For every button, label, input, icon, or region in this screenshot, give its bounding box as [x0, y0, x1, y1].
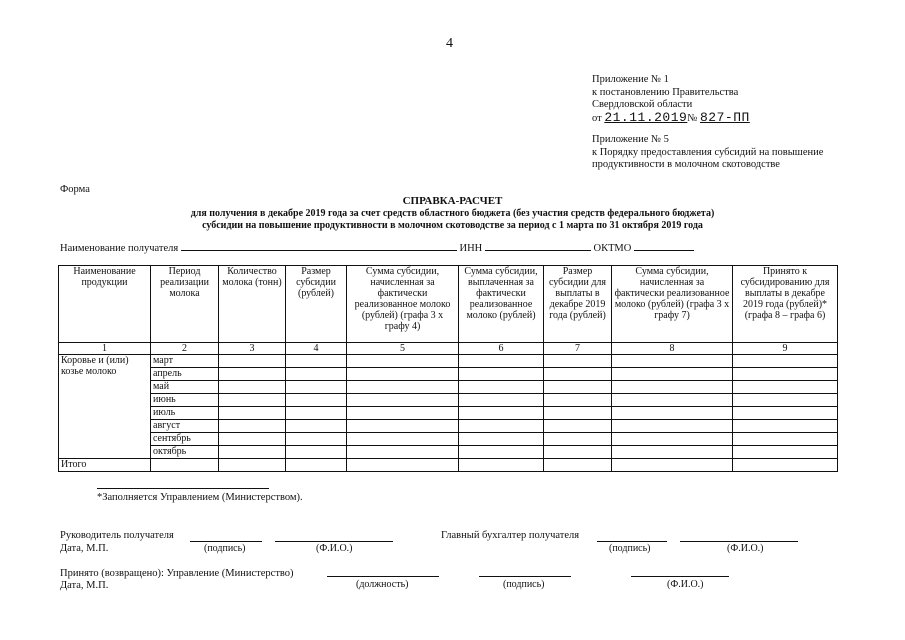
table-cell[interactable]: [459, 368, 544, 381]
column-number: 2: [151, 343, 219, 355]
month-label: март: [151, 355, 219, 368]
header-rate-december: Размер субсидии для выплаты в декабре 2019 года (рублей): [544, 266, 612, 343]
header-product: Наименование продукции: [59, 266, 151, 343]
table-cell[interactable]: [219, 407, 286, 420]
fio-caption-2: (Ф.И.О.): [727, 543, 764, 554]
table-cell[interactable]: [612, 420, 733, 433]
table-cell[interactable]: [347, 433, 459, 446]
oktmo-label: ОКТМО: [593, 243, 632, 254]
total-row: [59, 459, 838, 472]
table-cell[interactable]: [733, 355, 838, 368]
appendix-5-line1: Приложение № 5: [592, 134, 669, 145]
header-period: Период реализации молока: [151, 266, 219, 343]
header-quantity: Количество молока (тонн): [219, 266, 286, 343]
page-number: 4: [446, 36, 453, 51]
table-cell[interactable]: [459, 459, 544, 472]
table-header-row: [59, 266, 838, 343]
table-cell[interactable]: [544, 433, 612, 446]
appendix-1-line2: к постановлению Правительства: [592, 86, 739, 98]
table-cell[interactable]: [612, 459, 733, 472]
appendix-5-line3: продуктивности в молочном скотоводстве: [592, 159, 780, 170]
column-number: 3: [219, 343, 286, 355]
table-cell[interactable]: [733, 394, 838, 407]
head-label: Руководитель получателя: [60, 530, 174, 541]
table-cell[interactable]: [347, 459, 459, 472]
table-cell[interactable]: [544, 420, 612, 433]
table-cell[interactable]: [459, 446, 544, 459]
date-mp-label-2: Дата, М.П.: [60, 580, 109, 591]
month-label: октябрь: [151, 446, 219, 459]
table-cell[interactable]: [733, 459, 838, 472]
table-cell[interactable]: [347, 381, 459, 394]
table-cell[interactable]: [544, 459, 612, 472]
inn-label: ИНН: [459, 243, 483, 254]
table-cell[interactable]: [612, 394, 733, 407]
table-cell[interactable]: [286, 407, 347, 420]
from-label: от: [592, 112, 602, 124]
table-cell[interactable]: [219, 459, 286, 472]
table-row: [59, 381, 838, 394]
table-cell[interactable]: [219, 394, 286, 407]
table-row: [59, 394, 838, 407]
header-accepted: Принято к субсидированию для выплаты в декабре 2019 года (рублей)* (графа 8 – графа 6): [733, 266, 838, 343]
table-cell[interactable]: [286, 446, 347, 459]
table-cell[interactable]: [612, 368, 733, 381]
table-cell[interactable]: [151, 459, 219, 472]
table-cell[interactable]: [733, 368, 838, 381]
decree-date: 21.11.2019: [604, 109, 688, 125]
column-number: 4: [286, 343, 347, 355]
accountant-fio-line[interactable]: [680, 541, 798, 542]
table-cell[interactable]: [612, 381, 733, 394]
calculation-table: [58, 265, 838, 472]
head-fio-line[interactable]: [275, 541, 393, 542]
table-cell[interactable]: [459, 407, 544, 420]
table-cell[interactable]: [219, 420, 286, 433]
table-row: [59, 446, 838, 459]
table-cell[interactable]: [612, 433, 733, 446]
table-cell[interactable]: [219, 433, 286, 446]
fio-caption-3: (Ф.И.О.): [667, 579, 704, 590]
table-row: [59, 420, 838, 433]
table-cell[interactable]: [544, 381, 612, 394]
table-cell[interactable]: [544, 407, 612, 420]
appendix-5-block: [592, 134, 823, 172]
document-subtitle-2: субсидии на повышение продуктивности в молочном скотоводстве за период с 1 марта по 31 октября 2019 года: [202, 220, 703, 231]
column-number: 5: [347, 343, 459, 355]
footnote: *Заполняется Управлением (Министерством).: [97, 492, 303, 503]
month-label: август: [151, 420, 219, 433]
position-line[interactable]: [327, 576, 439, 577]
table-row: [59, 368, 838, 381]
table-cell[interactable]: [733, 433, 838, 446]
table-cell[interactable]: [459, 433, 544, 446]
appendix-1-block: [592, 74, 750, 125]
table-cell[interactable]: [612, 446, 733, 459]
table-cell[interactable]: [544, 355, 612, 368]
table-cell[interactable]: [347, 355, 459, 368]
table-cell[interactable]: [612, 355, 733, 368]
table-cell[interactable]: [733, 420, 838, 433]
product-name: Коровье и (или) козье молоко: [59, 355, 151, 459]
appendix-5-line2: к Порядку предоставления субсидий на повышение: [592, 146, 824, 158]
document-subtitle-1: для получения в декабре 2019 года за счет средств областного бюджета (без участия средств федерального бюджета): [190, 208, 715, 219]
table-row: [59, 433, 838, 446]
accepted-signature-line[interactable]: [479, 576, 571, 577]
form-label: Форма: [60, 184, 90, 195]
table-cell[interactable]: [286, 394, 347, 407]
table-cell[interactable]: [733, 407, 838, 420]
recipient-input[interactable]: [181, 250, 457, 251]
month-label: сентябрь: [151, 433, 219, 446]
number-label: №: [687, 112, 698, 124]
table-cell[interactable]: [347, 446, 459, 459]
signature-caption-2: (подпись): [609, 543, 651, 554]
accountant-signature-line[interactable]: [597, 541, 667, 542]
header-paid: Сумма субсидии, выплаченная за фактически реализованное молоко (рублей): [459, 266, 544, 343]
oktmo-input[interactable]: [634, 250, 694, 251]
date-mp-label: Дата, М.П.: [60, 543, 109, 554]
month-label: июнь: [151, 394, 219, 407]
table-row: [59, 355, 838, 368]
table-cell[interactable]: [286, 459, 347, 472]
table-cell[interactable]: [347, 394, 459, 407]
recipient-label: Наименование получателя: [60, 243, 179, 254]
footnote-rule: [97, 488, 269, 489]
accountant-label: Главный бухгалтер получателя: [441, 530, 580, 541]
fio-caption: (Ф.И.О.): [316, 543, 353, 554]
signature-caption-3: (подпись): [503, 579, 545, 590]
table-row: [59, 407, 838, 420]
table-cell[interactable]: [219, 368, 286, 381]
table-cell[interactable]: [347, 420, 459, 433]
accepted-fio-line[interactable]: [631, 576, 729, 577]
month-label: апрель: [151, 368, 219, 381]
column-numbers-row: [59, 343, 838, 355]
month-rows: [59, 355, 838, 459]
table-cell[interactable]: [544, 446, 612, 459]
column-number: 8: [612, 343, 733, 355]
table-cell[interactable]: [459, 355, 544, 368]
position-caption: (должность): [356, 579, 409, 590]
table-cell[interactable]: [459, 394, 544, 407]
column-number: 1: [59, 343, 151, 355]
table-cell[interactable]: [459, 381, 544, 394]
appendix-1-line1: Приложение № 1: [592, 74, 669, 85]
recipient-fields: [60, 243, 694, 254]
table-cell[interactable]: [544, 394, 612, 407]
table-cell[interactable]: [612, 407, 733, 420]
table-cell[interactable]: [733, 446, 838, 459]
table-cell[interactable]: [219, 381, 286, 394]
table-cell[interactable]: [286, 355, 347, 368]
table-cell[interactable]: [459, 420, 544, 433]
table-cell[interactable]: [544, 368, 612, 381]
table-cell[interactable]: [733, 381, 838, 394]
table-cell[interactable]: [286, 433, 347, 446]
table-cell[interactable]: [347, 368, 459, 381]
document-title: СПРАВКА-РАСЧЕТ: [402, 195, 503, 207]
total-label: Итого: [59, 459, 151, 472]
header-accrued: Сумма субсидии, начисленная за фактически реализованное молоко (рублей) (графа 3 x графу 4): [347, 266, 459, 343]
column-number: 9: [733, 343, 838, 355]
accepted-label: Принято (возвращено): Управление (Министерство): [60, 568, 294, 579]
table-cell[interactable]: [286, 420, 347, 433]
table-cell[interactable]: [219, 446, 286, 459]
signature-caption: (подпись): [204, 543, 246, 554]
header-rate: Размер субсидии (рублей): [286, 266, 347, 343]
appendix-1-date-line: [592, 109, 750, 126]
table-cell[interactable]: [219, 355, 286, 368]
column-number: 7: [544, 343, 612, 355]
month-label: июль: [151, 407, 219, 420]
table-cell[interactable]: [347, 407, 459, 420]
table-cell[interactable]: [286, 381, 347, 394]
inn-input[interactable]: [485, 250, 591, 251]
table-cell[interactable]: [286, 368, 347, 381]
month-label: май: [151, 381, 219, 394]
column-number: 6: [459, 343, 544, 355]
appendix-1-line3: Свердловской области: [592, 99, 693, 110]
decree-number: 827-ПП: [700, 109, 750, 125]
head-signature-line[interactable]: [190, 541, 262, 542]
header-accrued-2: Сумма субсидии, начисленная за фактически реализованное молоко (рублей) (графа 3 x графу 7): [612, 266, 733, 343]
